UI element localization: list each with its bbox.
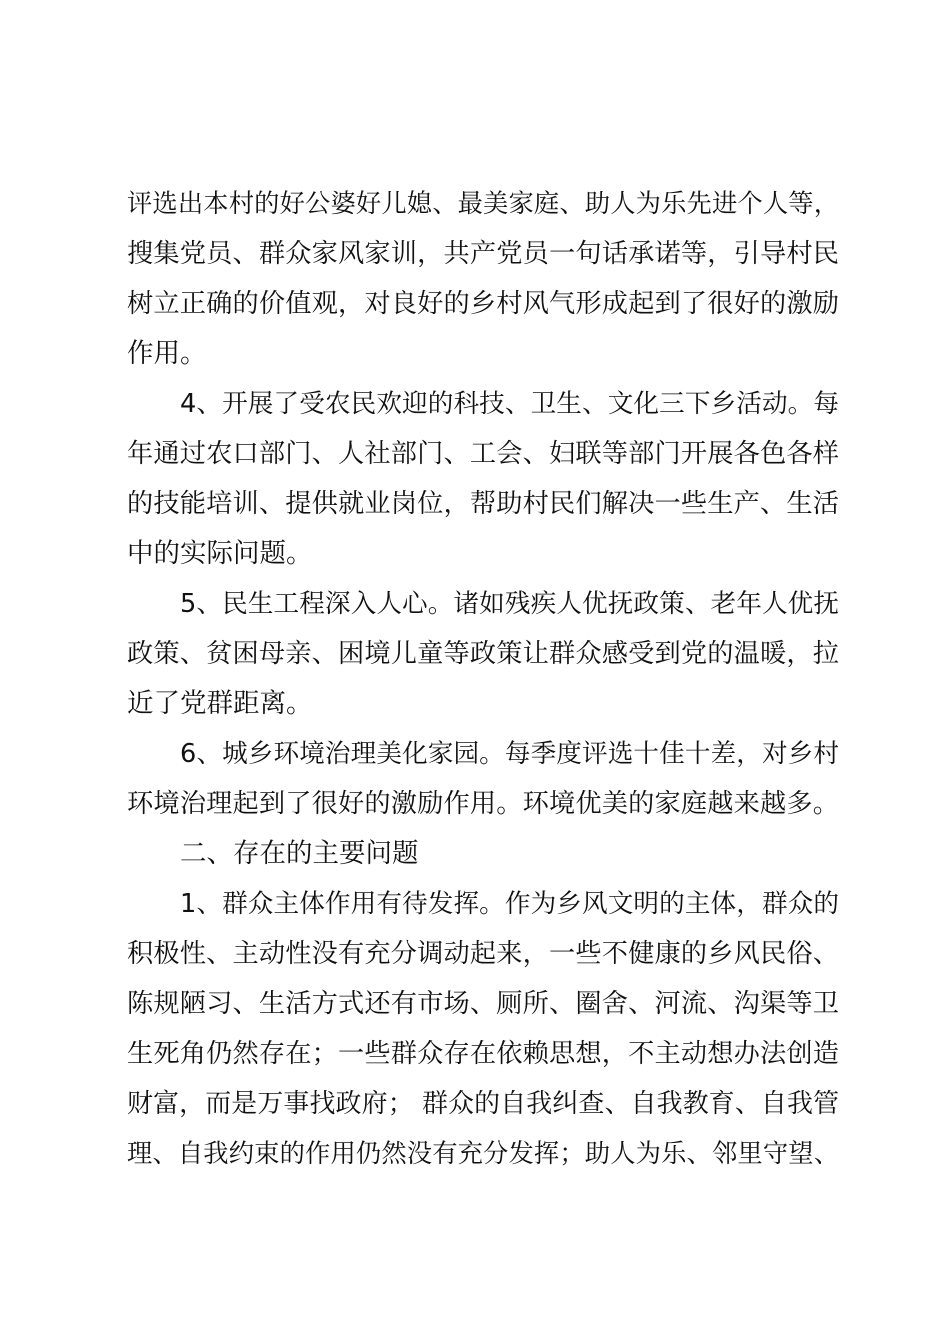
text-line: 政策、贫困母亲、困境儿童等政策让群众感受到党的温暖，拉 bbox=[127, 639, 839, 669]
text-line: 近了党群距离。 bbox=[127, 688, 313, 719]
text-line: 5、民生工程深入人心。诸如残疾人优抚政策、老年人优抚 bbox=[180, 589, 839, 619]
text-line: 搜集党员、群众家风家训，共产党员一句话承诺等，引导村民 bbox=[127, 239, 839, 269]
text-line: 理、自我约束的作用仍然没有充分发挥；助人为乐、邻里守望、 bbox=[127, 1139, 839, 1168]
text-line: 生死角仍然存在；一些群众存在依赖思想，不主动想办法创造 bbox=[127, 1039, 839, 1069]
text-line: 树立正确的价值观，对良好的乡村风气形成起到了很好的激励 bbox=[127, 289, 839, 319]
text-line: 评选出本村的好公婆好儿媳、最美家庭、助人为乐先进个人等， bbox=[127, 189, 839, 218]
text-line: 作用。 bbox=[127, 338, 207, 369]
text-line: 环境治理起到了很好的激励作用。环境优美的家庭越来越多。 bbox=[127, 789, 839, 819]
text-line: 4、开展了受农民欢迎的科技、卫生、文化三下乡活动。每 bbox=[180, 389, 839, 419]
text-line: 陈规陋习、生活方式还有市场、厕所、圈舍、河流、沟渠等卫 bbox=[127, 989, 839, 1019]
text-line: 6、城乡环境治理美化家园。每季度评选十佳十差，对乡村 bbox=[180, 739, 839, 769]
text-line: 的技能培训、提供就业岗位，帮助村民们解决一些生产、生活 bbox=[127, 489, 839, 519]
text-line: 二、存在的主要问题 bbox=[180, 838, 419, 869]
text-line: 年通过农口部门、人社部门、工会、妇联等部门开展各色各样 bbox=[127, 439, 839, 469]
text-line: 财富，而是万事找政府； 群众的自我纠查、自我教育、自我管 bbox=[127, 1089, 839, 1119]
document-body bbox=[127, 179, 839, 1179]
text-line: 积极性、主动性没有充分调动起来，一些不健康的乡风民俗、 bbox=[127, 939, 839, 969]
text-line: 1、群众主体作用有待发挥。作为乡风文明的主体，群众的 bbox=[180, 889, 839, 919]
text-line: 中的实际问题。 bbox=[127, 538, 313, 569]
